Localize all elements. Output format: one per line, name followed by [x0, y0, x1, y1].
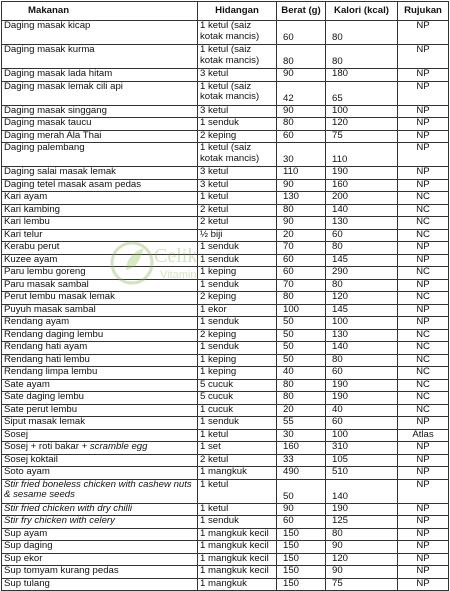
food-name-text: Paru masak sambal [4, 279, 89, 290]
calories-cell: 80 [326, 242, 398, 255]
reference-cell: NP [398, 118, 449, 131]
weight-cell: 90 [277, 503, 326, 516]
reference-cell: NP [398, 454, 449, 467]
table-row [2, 81, 449, 105]
table-row [2, 304, 449, 317]
reference-cell: NP [398, 130, 449, 143]
calories-cell: 65 [326, 81, 398, 105]
serving-cell: 5 cucuk [198, 392, 277, 405]
calorie-table [1, 1, 449, 591]
food-name-text: Daging palembang [4, 142, 85, 153]
table-row [2, 179, 449, 192]
weight-cell: 80 [277, 45, 326, 69]
food-name-text: Daging tetel masak asam pedas [4, 179, 142, 190]
food-name [2, 317, 198, 330]
serving-cell: 1 mangkuk [198, 578, 277, 591]
food-name [2, 279, 198, 292]
weight-cell: 110 [277, 167, 326, 180]
weight-cell: 90 [277, 105, 326, 118]
food-name [2, 118, 198, 131]
calories-cell: 310 [326, 442, 398, 455]
table-row [2, 553, 449, 566]
reference-cell: NP [398, 105, 449, 118]
reference-cell: NP [398, 417, 449, 430]
food-name-text: Sup tulang [4, 578, 50, 589]
food-name-text: Daging masak kicap [4, 20, 91, 31]
table-row [2, 21, 449, 45]
table-row [2, 192, 449, 205]
reference-cell: NC [398, 342, 449, 355]
table-row [2, 429, 449, 442]
reference-cell: Atlas [398, 429, 449, 442]
table-row [2, 516, 449, 529]
weight-cell: 150 [277, 566, 326, 579]
table-row [2, 204, 449, 217]
serving-cell: 1 ketul (saiz kotak mancis) [198, 45, 277, 69]
weight-cell: 60 [277, 254, 326, 267]
table-row [2, 45, 449, 69]
table-row [2, 254, 449, 267]
header-serving: Hidangan [198, 2, 277, 21]
reference-cell: NP [398, 167, 449, 180]
reference-cell: NC [398, 292, 449, 305]
reference-cell: NP [398, 516, 449, 529]
serving-cell: 2 ketul [198, 204, 277, 217]
food-name-italic: scramble egg [89, 441, 148, 452]
reference-cell: NP [398, 242, 449, 255]
reference-cell: NP [398, 479, 449, 503]
serving-cell: 1 mangkuk kecil [198, 566, 277, 579]
serving-cell: 1 senduk [198, 254, 277, 267]
food-name-text: Sate ayam [4, 379, 50, 390]
weight-cell: 80 [277, 118, 326, 131]
reference-cell: NP [398, 503, 449, 516]
weight-cell: 80 [277, 392, 326, 405]
reference-cell: NP [398, 81, 449, 105]
food-name [2, 81, 198, 105]
food-name-italic: Stir fried boneless chicken with cashew nuts & sesame seeds [4, 479, 192, 501]
serving-cell: 3 ketul [198, 167, 277, 180]
weight-cell: 60 [277, 267, 326, 280]
food-name-text: Puyuh masak sambal [4, 304, 96, 315]
header-reference: Rujukan [398, 2, 449, 21]
food-name [2, 503, 198, 516]
calories-cell: 120 [326, 118, 398, 131]
weight-cell: 42 [277, 81, 326, 105]
calories-cell: 140 [326, 342, 398, 355]
reference-cell: NP [398, 69, 449, 82]
watermark-text: Celik [154, 245, 198, 267]
calories-cell: 75 [326, 578, 398, 591]
reference-cell: NP [398, 566, 449, 579]
table-row [2, 392, 449, 405]
food-name-text: Rendang daging lembu [4, 329, 104, 340]
weight-cell: 150 [277, 541, 326, 554]
table-row [2, 229, 449, 242]
weight-cell: 490 [277, 467, 326, 480]
food-name [2, 204, 198, 217]
serving-cell: 1 keping [198, 354, 277, 367]
table-row [2, 404, 449, 417]
food-name [2, 242, 198, 255]
weight-cell: 50 [277, 342, 326, 355]
food-name-text: Sup ayam [4, 528, 48, 539]
food-name-text: Sup tomyam kurang pedas [4, 565, 119, 576]
serving-cell: 1 ketul (saiz kotak mancis) [198, 143, 277, 167]
food-name-text: Sosej + roti bakar + [4, 441, 90, 452]
reference-cell: NP [398, 143, 449, 167]
serving-cell: 1 mangkuk [198, 467, 277, 480]
serving-cell: 1 mangkuk kecil [198, 541, 277, 554]
reference-cell: NC [398, 392, 449, 405]
calories-cell: 200 [326, 192, 398, 205]
reference-cell: NC [398, 267, 449, 280]
food-name-text: Soto ayam [4, 466, 50, 477]
weight-cell: 60 [277, 21, 326, 45]
weight-cell: 90 [277, 69, 326, 82]
serving-cell: 1 keping [198, 367, 277, 380]
food-name-text: Daging masak lemak cili api [4, 81, 123, 92]
calories-cell: 100 [326, 317, 398, 330]
food-name [2, 130, 198, 143]
calories-cell: 60 [326, 417, 398, 430]
table-row [2, 503, 449, 516]
serving-cell: 2 ketul [198, 454, 277, 467]
header-row [2, 2, 449, 21]
reference-cell: NP [398, 578, 449, 591]
calories-cell: 80 [326, 354, 398, 367]
food-name [2, 342, 198, 355]
serving-cell: 1 senduk [198, 279, 277, 292]
food-name [2, 329, 198, 342]
table-row [2, 528, 449, 541]
food-name [2, 528, 198, 541]
table-row [2, 130, 449, 143]
reference-cell: NC [398, 204, 449, 217]
serving-cell: 2 keping [198, 130, 277, 143]
calories-cell: 140 [326, 204, 398, 217]
reference-cell: NP [398, 21, 449, 45]
calories-cell: 125 [326, 516, 398, 529]
food-name [2, 179, 198, 192]
food-name [2, 541, 198, 554]
weight-cell: 90 [277, 179, 326, 192]
food-name-text: Kari telur [4, 229, 43, 240]
food-name [2, 429, 198, 442]
calories-cell: 100 [326, 429, 398, 442]
table-row [2, 242, 449, 255]
calories-cell: 510 [326, 467, 398, 480]
serving-cell: 1 senduk [198, 516, 277, 529]
food-name-text: Sosej koktail [4, 454, 58, 465]
food-name [2, 354, 198, 367]
weight-cell: 55 [277, 417, 326, 430]
weight-cell: 60 [277, 130, 326, 143]
calories-cell: 190 [326, 503, 398, 516]
table-row [2, 354, 449, 367]
serving-cell: 3 ketul [198, 179, 277, 192]
calories-cell: 130 [326, 329, 398, 342]
food-name-text: Perut lembu masak lemak [4, 291, 115, 302]
serving-cell: 1 senduk [198, 342, 277, 355]
food-name-text: Rendang hati lembu [4, 354, 90, 365]
food-name-text: Daging masak kurma [4, 44, 95, 55]
food-name-text: Daging masak taucu [4, 117, 92, 128]
table-row [2, 267, 449, 280]
table-row [2, 578, 449, 591]
reference-cell: NP [398, 179, 449, 192]
calories-cell: 180 [326, 69, 398, 82]
food-name-text: Sup daging [4, 540, 53, 551]
food-name-text: Sup ekor [4, 553, 43, 564]
reference-cell: NC [398, 404, 449, 417]
table-row [2, 467, 449, 480]
serving-cell: 1 senduk [198, 317, 277, 330]
calories-cell: 290 [326, 267, 398, 280]
serving-cell: 1 ketul (saiz kotak mancis) [198, 81, 277, 105]
food-name-text: Daging merah Ala Thai [4, 130, 102, 141]
table-row [2, 479, 449, 503]
reference-cell: NP [398, 467, 449, 480]
food-name [2, 578, 198, 591]
weight-cell: 70 [277, 279, 326, 292]
weight-cell: 33 [277, 454, 326, 467]
food-name [2, 392, 198, 405]
table-row [2, 367, 449, 380]
reference-cell: NP [398, 254, 449, 267]
calories-cell: 190 [326, 167, 398, 180]
table-row [2, 143, 449, 167]
table-row [2, 442, 449, 455]
table-row [2, 279, 449, 292]
food-name-text: Sate perut lembu [4, 404, 78, 415]
calories-cell: 105 [326, 454, 398, 467]
serving-cell: 1 ekor [198, 304, 277, 317]
food-name [2, 553, 198, 566]
serving-cell: 1 mangkuk kecil [198, 553, 277, 566]
food-name [2, 379, 198, 392]
food-name [2, 69, 198, 82]
table-row [2, 69, 449, 82]
reference-cell: NC [398, 229, 449, 242]
food-name-text: Sate daging lembu [4, 391, 85, 402]
header-weight: Berat (g) [277, 2, 326, 21]
food-name [2, 516, 198, 529]
serving-cell: 1 ketul (saiz kotak mancis) [198, 21, 277, 45]
watermark-subtext: Vitamin [160, 269, 197, 281]
food-name [2, 467, 198, 480]
reference-cell: NC [398, 192, 449, 205]
weight-cell: 130 [277, 192, 326, 205]
food-name [2, 143, 198, 167]
food-name-text: Daging masak lada hitam [4, 68, 113, 79]
reference-cell: NP [398, 442, 449, 455]
reference-cell: NC [398, 379, 449, 392]
serving-cell: 2 keping [198, 329, 277, 342]
weight-cell: 30 [277, 143, 326, 167]
table-row [2, 217, 449, 230]
food-name-text: Kari kambing [4, 204, 60, 215]
table-row [2, 342, 449, 355]
reference-cell: NP [398, 553, 449, 566]
food-name [2, 229, 198, 242]
serving-cell: 5 cucuk [198, 379, 277, 392]
food-name-text: Paru lembu goreng [4, 266, 86, 277]
calories-cell: 75 [326, 130, 398, 143]
reference-cell: NC [398, 354, 449, 367]
weight-cell: 50 [277, 329, 326, 342]
serving-cell: 1 senduk [198, 118, 277, 131]
food-name [2, 217, 198, 230]
calories-cell: 110 [326, 143, 398, 167]
food-name-text: Kari ayam [4, 191, 48, 202]
food-name-text: Siput masak lemak [4, 416, 86, 427]
weight-cell: 70 [277, 242, 326, 255]
calories-cell: 190 [326, 392, 398, 405]
calories-cell: 120 [326, 292, 398, 305]
serving-cell: 1 cucuk [198, 404, 277, 417]
reference-cell: NC [398, 367, 449, 380]
serving-cell: 3 ketul [198, 105, 277, 118]
weight-cell: 40 [277, 367, 326, 380]
weight-cell: 150 [277, 578, 326, 591]
food-name [2, 479, 198, 503]
table-row [2, 379, 449, 392]
reference-cell: NP [398, 528, 449, 541]
food-name-text: Kerabu perut [4, 241, 60, 252]
calories-cell: 120 [326, 553, 398, 566]
calories-cell: 130 [326, 217, 398, 230]
food-name-italic: Stir fried chicken with dry chilli [4, 503, 132, 514]
calories-cell: 90 [326, 541, 398, 554]
calories-cell: 40 [326, 404, 398, 417]
calories-cell: 100 [326, 105, 398, 118]
food-name-text: Rendang ayam [4, 316, 70, 327]
calories-cell: 80 [326, 279, 398, 292]
food-name-text: Daging masak singgang [4, 105, 107, 116]
reference-cell: NC [398, 329, 449, 342]
food-name-italic: Stir fry chicken with celery [4, 515, 115, 526]
serving-cell: 1 ketul [198, 479, 277, 503]
reference-cell: NP [398, 317, 449, 330]
food-name-text: Sosej [4, 429, 28, 440]
weight-cell: 20 [277, 229, 326, 242]
weight-cell: 60 [277, 516, 326, 529]
serving-cell: 1 set [198, 442, 277, 455]
table-row [2, 167, 449, 180]
table-row [2, 292, 449, 305]
food-name [2, 192, 198, 205]
calories-cell: 190 [326, 379, 398, 392]
serving-cell: 1 senduk [198, 417, 277, 430]
weight-cell: 80 [277, 292, 326, 305]
table-row [2, 541, 449, 554]
reference-cell: NC [398, 217, 449, 230]
table-row [2, 417, 449, 430]
food-name [2, 404, 198, 417]
weight-cell: 50 [277, 354, 326, 367]
calories-cell: 80 [326, 21, 398, 45]
serving-cell: 2 keping [198, 292, 277, 305]
table-row [2, 105, 449, 118]
serving-cell: 2 ketul [198, 217, 277, 230]
calories-cell: 60 [326, 367, 398, 380]
food-name [2, 21, 198, 45]
serving-cell: 1 ketul [198, 429, 277, 442]
serving-cell: 3 ketul [198, 69, 277, 82]
weight-cell: 80 [277, 379, 326, 392]
reference-cell: NP [398, 279, 449, 292]
food-name-text: Kari lembu [4, 216, 50, 227]
calories-cell: 80 [326, 45, 398, 69]
weight-cell: 100 [277, 304, 326, 317]
food-name [2, 267, 198, 280]
calories-cell: 140 [326, 479, 398, 503]
calories-cell: 160 [326, 179, 398, 192]
weight-cell: 150 [277, 528, 326, 541]
serving-cell: ½ biji [198, 229, 277, 242]
reference-cell: NP [398, 45, 449, 69]
food-name [2, 304, 198, 317]
weight-cell: 50 [277, 479, 326, 503]
table-row [2, 454, 449, 467]
serving-cell: 1 ketul [198, 192, 277, 205]
calories-cell: 145 [326, 254, 398, 267]
weight-cell: 20 [277, 404, 326, 417]
weight-cell: 160 [277, 442, 326, 455]
table-row [2, 317, 449, 330]
food-name [2, 454, 198, 467]
food-name-text: Daging salai masak lemak [4, 166, 116, 177]
weight-cell: 80 [277, 204, 326, 217]
serving-cell: 1 mangkuk kecil [198, 528, 277, 541]
table-row [2, 329, 449, 342]
food-name [2, 292, 198, 305]
calories-cell: 145 [326, 304, 398, 317]
food-name [2, 105, 198, 118]
reference-cell: NP [398, 541, 449, 554]
weight-cell: 90 [277, 217, 326, 230]
food-name-text: Kuzee ayam [4, 254, 58, 265]
calories-cell: 80 [326, 528, 398, 541]
food-name [2, 417, 198, 430]
calories-cell: 60 [326, 229, 398, 242]
weight-cell: 30 [277, 429, 326, 442]
food-name [2, 442, 198, 455]
serving-cell: 1 keping [198, 267, 277, 280]
food-name [2, 254, 198, 267]
food-name [2, 45, 198, 69]
header-calories: Kalori (kcal) [326, 2, 398, 21]
reference-cell: NP [398, 304, 449, 317]
serving-cell: 1 senduk [198, 242, 277, 255]
calories-cell: 90 [326, 566, 398, 579]
weight-cell: 50 [277, 317, 326, 330]
table-row [2, 118, 449, 131]
food-name-text: Rendang limpa lembu [4, 366, 98, 377]
header-food: Makanan [2, 2, 198, 21]
food-name [2, 167, 198, 180]
table-body [2, 21, 449, 591]
weight-cell: 150 [277, 553, 326, 566]
serving-cell: 1 ketul [198, 503, 277, 516]
food-name-text: Rendang hati ayam [4, 341, 88, 352]
food-name [2, 367, 198, 380]
